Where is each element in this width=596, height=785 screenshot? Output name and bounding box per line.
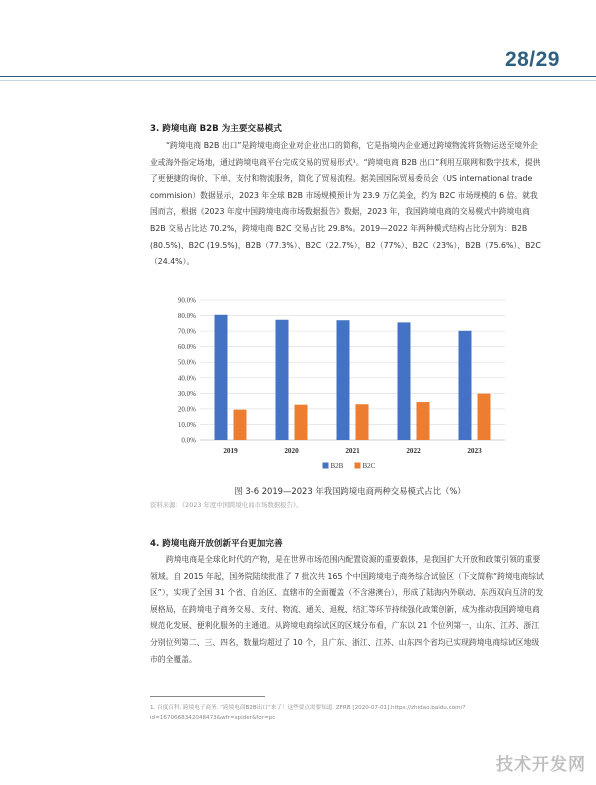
x-tick-label: 2023 xyxy=(467,447,482,455)
y-tick-label: 20.0% xyxy=(177,405,196,414)
y-tick-label: 50.0% xyxy=(177,358,196,367)
y-tick-label: 10.0% xyxy=(177,420,196,429)
section-4-paragraph xyxy=(150,552,545,668)
bar-b2b xyxy=(215,315,228,440)
section-4-title: 4. 跨境电商开放创新平台更加完善 xyxy=(150,539,283,549)
figure-caption: 图 3-6 2019—2023 年我国跨境电商两种交易模式占比（%） xyxy=(234,486,466,496)
bar-b2b xyxy=(459,331,472,440)
bar-b2c xyxy=(295,405,308,440)
x-tick-label: 2021 xyxy=(345,447,360,455)
header-rule-thin xyxy=(0,80,596,81)
bar-chart-svg xyxy=(160,284,540,484)
bar-b2c xyxy=(234,410,247,440)
x-tick-label: 2020 xyxy=(284,447,299,455)
bar-b2b xyxy=(337,320,350,440)
bar-b2b xyxy=(398,322,411,440)
page-number: 28/29 xyxy=(504,48,560,71)
y-tick-label: 40.0% xyxy=(177,374,196,383)
section-3-paragraph xyxy=(150,138,545,271)
y-tick-label: 70.0% xyxy=(177,327,196,336)
legend-label: B2B xyxy=(330,462,344,470)
footnote: 1. 百度百科. 跨境电子商务. “跨境电商B2B出口”来了！这些要点需要知道. ZFRB [2020-07-01].https://zhidao.baidu.com/?id=1670668342048473&wfr=spider&for=pc xyxy=(150,705,466,721)
figure-source: 资料来源：《2023 年度中国跨境电商市场数据报告》。 xyxy=(150,501,303,509)
y-tick-label: 0.0% xyxy=(181,436,196,445)
y-tick-label: 90.0% xyxy=(177,296,196,305)
bar-b2b xyxy=(276,320,289,440)
watermark: 技术开发网 xyxy=(496,755,586,775)
section-4-text: 跨境电商是全球化时代的产物，是在世界市场范围内配置资源的重要载体，是我国扩大开放和政策引领的重要领域。自 2015 年起，国务院陆续批准了 7 批次共 165 个中国跨境电子商务综合试验区（下文简称“跨境电商综试区”），实现了全国 31 个省、自治区、直辖市的全面覆盖（不含港澳台），形成了陆海内外联动、东西双向互济的发展格局，在跨境电子商务交易、支付、物流、通关、退税、结汇等环节持续强化政策创新，成为推动我国跨境电商规范化发展、便利化服务的主通道。从跨境电商综试区的区域分布看，广东以 21 个位列第一，山东、江苏、浙江分别位列第二、三、四名，数量均超过了 10 个，且广东、浙江、江苏、山东四个省均已实现跨境电商综试区地级市的全覆盖。 xyxy=(150,555,544,664)
x-tick-label: 2019 xyxy=(223,447,238,455)
legend-label: B2C xyxy=(362,462,376,470)
bar-b2c xyxy=(356,404,369,440)
y-tick-label: 60.0% xyxy=(177,343,196,352)
bar-b2c xyxy=(478,394,491,440)
legend-swatch xyxy=(355,463,361,469)
footnote-rule xyxy=(150,696,265,697)
x-tick-label: 2022 xyxy=(406,447,421,455)
section-3-text: “跨境电商 B2B 出口”是跨境电商企业对企业出口的简称，它是指境内企业通过跨境物流将货物运送至境外企业或海外指定场地，通过跨境电商平台完成交易的贸易形式¹。“跨境电商 B2B 出口”利用互联网和数字技术，提供了更便捷的询价、下单、支付和物流服务，简化了贸易流程。据美国国际贸易委员会（US international trade commision）数据显示，2023 年全球 B2B 市场规模预计为 23.9 万亿美金，约为 B2C 市场规模的 6 倍。就我国而言，根据《2023 年度中国跨境电商市场数据报告》数据，2023 年，我国跨境电商的交易模式中跨境电商 B2B 交易占比达 70.2%，跨境电商 B2C 交易占比 29.8%。2019—2022 年两种模式结构占比分别为：B2B (80.5%)、B2C (19.5%)，B2B（77.3%）、B2C（22.7%），B2（77%）、B2C（23%），B2B（75.6%）、B2C（24.4%）。 xyxy=(150,141,541,267)
bar-b2c xyxy=(417,402,430,440)
y-tick-label: 80.0% xyxy=(177,312,196,321)
bar-chart xyxy=(160,284,540,484)
section-3-title: 3. 跨境电商 B2B 为主要交易模式 xyxy=(150,124,282,134)
header-rule xyxy=(0,76,596,77)
y-tick-label: 30.0% xyxy=(177,389,196,398)
legend-swatch xyxy=(323,463,329,469)
